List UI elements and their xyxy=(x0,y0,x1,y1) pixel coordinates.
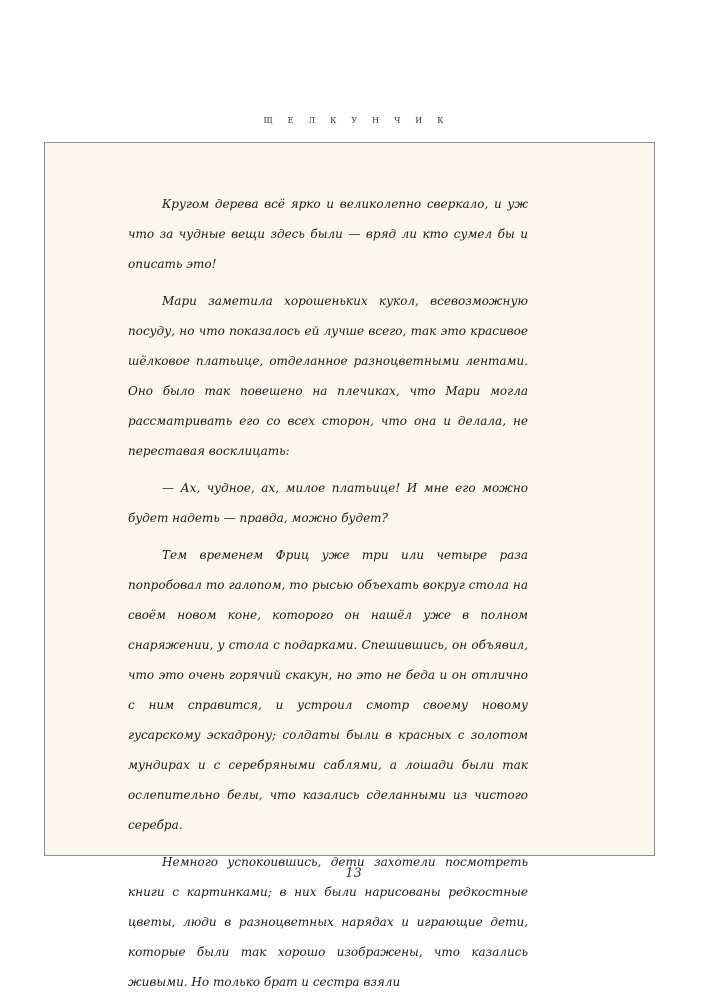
paragraph: Кругом дерева всё ярко и великолепно сверкало, и уж что за чудные вещи здесь были — вряд ли кто сумел бы и описать это! xyxy=(128,197,528,271)
paragraph: Тем временем Фриц уже три или четыре раза попробовал то галопом, то рысью объехать вокруг стола на своём новом коне, которого он нашёл уже в полном снаряжении, у стола с подарками. Спешившись, он объявил, что это очень горячий скакун, но это не беда и он отлично с ним справится, и устроил смотр своему новому гусарскому эскадрону; солдаты были в красных с золотом мундирах и с серебряными саблями, а лошади были так ослепительно белы, что казались сделанными из чистого серебра. xyxy=(128,548,528,832)
paragraph: — Ах, чудное, ах, милое платьице! И мне его можно будет надеть — правда, можно будет? xyxy=(128,481,528,525)
paragraph: Мари заметила хорошеньких кукол, всевозможную посуду, но что показалось ей лучше всего, так это красивое шёлковое платьице, отделанное разноцветными лентами. Оно было так повешено на плечиках, что Мари могла рассматривать его со всех сторон, что она и делала, не переставая восклицать: xyxy=(128,294,528,458)
paragraph: Немного успокоившись, дети захотели посмотреть книги с картинками; в них были нарисованы редкостные цветы, люди в разноцветных нарядах и играющие дети, которые были так хорошо изображены, что казались живыми. Но только брат и сестра взяли xyxy=(128,855,528,989)
running-title: ЩЕЛКУНЧИК xyxy=(263,116,459,125)
body-text xyxy=(128,189,528,1004)
page-number: 13 xyxy=(345,866,362,881)
